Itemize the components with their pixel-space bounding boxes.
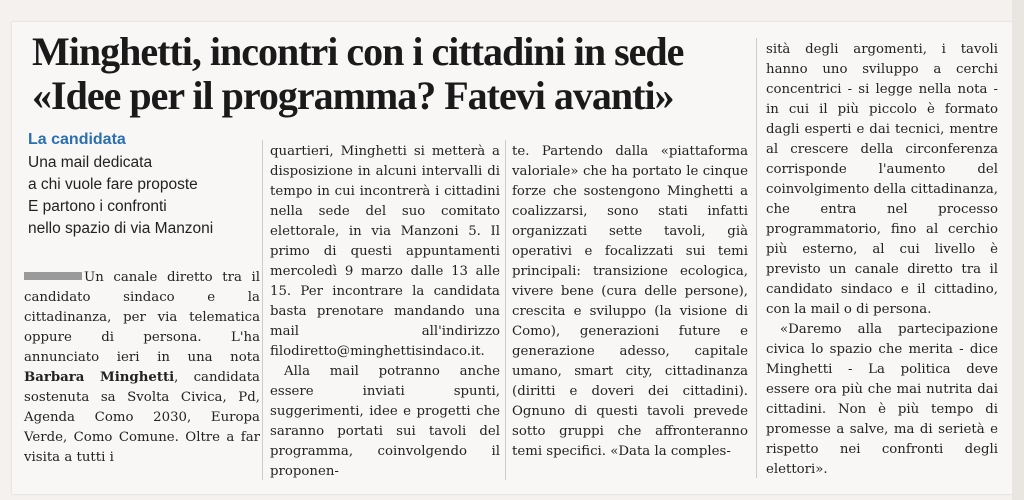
article-column-3 bbox=[512, 142, 748, 462]
article-column-1 bbox=[24, 268, 260, 468]
article-column-2 bbox=[270, 142, 500, 482]
subhead-line: nello spazio di via Manzoni bbox=[28, 220, 214, 237]
column-divider bbox=[262, 140, 263, 480]
subheadline bbox=[28, 152, 258, 240]
author-name: Barbara Minghetti bbox=[24, 370, 175, 385]
text-run: Un canale diretto tra il candidato sindaco e la cittadinanza, per via telematica oppure di persona. L'ha annunciato ieri in una nota bbox=[24, 270, 260, 365]
paragraph: Alla mail potranno anche essere inviati spunti, suggerimenti, idee e progetti che saranno portati sui tavoli del programma, coinvolgendo il proponen- bbox=[270, 364, 500, 479]
paragraph: sità degli argomenti, i tavoli hanno uno sviluppo a cerchi concentrici - si legge nella nota - in cui il più piccolo è formato dagli esperti e dai tecnici, mentre al crescere della circonferenza corrisponde l'aumento del coinvolgimento della cittadinanza, che entra nel processo programmatorio, fino al cerchio più esterno, al cui livello è previsto un canale diretto tra il candidato sindaco e il cittadino, con la mail o di persona. bbox=[766, 42, 998, 317]
paragraph: quartieri, Minghetti si metterà a disposizione in alcuni intervalli di tempo in cui incontrerà i cittadini nella sede del suo comitato elettorale, in via Manzoni 5. Il primo di questi appuntamenti mercoledì 9 marzo dalle 13 alle 15. Per incontrare la candidata basta prenotare mandando una mail all'indirizzo filodiretto@minghettisindaco.it. bbox=[270, 144, 500, 359]
paragraph bbox=[24, 268, 260, 468]
text-run: , candidata sostenuta sa Svolta Civica, Pd, Agenda Como 2030, Europa Verde, Como Comune. Oltre a far visita a tutti i bbox=[24, 370, 260, 465]
subhead-line: Una mail dedicata bbox=[28, 154, 153, 171]
headline-line-1: Minghetti, incontri con i cittadini in sede bbox=[32, 29, 684, 74]
subhead-line: E partono i confronti bbox=[28, 198, 167, 215]
headline-line-2: «Idee per il programma? Fatevi avanti» bbox=[32, 73, 674, 118]
column-divider bbox=[505, 140, 506, 480]
subhead-line: a chi vuole fare proposte bbox=[28, 176, 198, 193]
column-divider bbox=[756, 38, 757, 478]
kicker: La candidata bbox=[28, 131, 126, 148]
paragraph: te. Partendo dalla «piattaforma valoriale» che ha portato le cinque forze che sostengono Minghetti a coalizzarsi, sono stati infatti organizzati sette tavoli, già operativi e focalizzati sui temi principali: transizione ecologica, vivere bene (cura delle persone), crescita e sviluppo (la visione di Como), generazioni future e generazione adesso, capitale umano, smart city, cittadinanza (diritti e doveri dei cittadini). Ognuno di questi tavoli prevede sotto gruppi che affronteranno temi specifici. «Data la comples- bbox=[512, 144, 748, 459]
paragraph: «Daremo alla partecipazione civica lo spazio che merita - dice Minghetti - La politica deve essere ora più che mai nutrita dai cittadini. Non è più tempo di promesse a salve, ma di serietà e rispetto nei confronti degli elettori». bbox=[766, 322, 998, 477]
scan-edge bbox=[1012, 0, 1024, 500]
article-column-4 bbox=[766, 40, 998, 480]
